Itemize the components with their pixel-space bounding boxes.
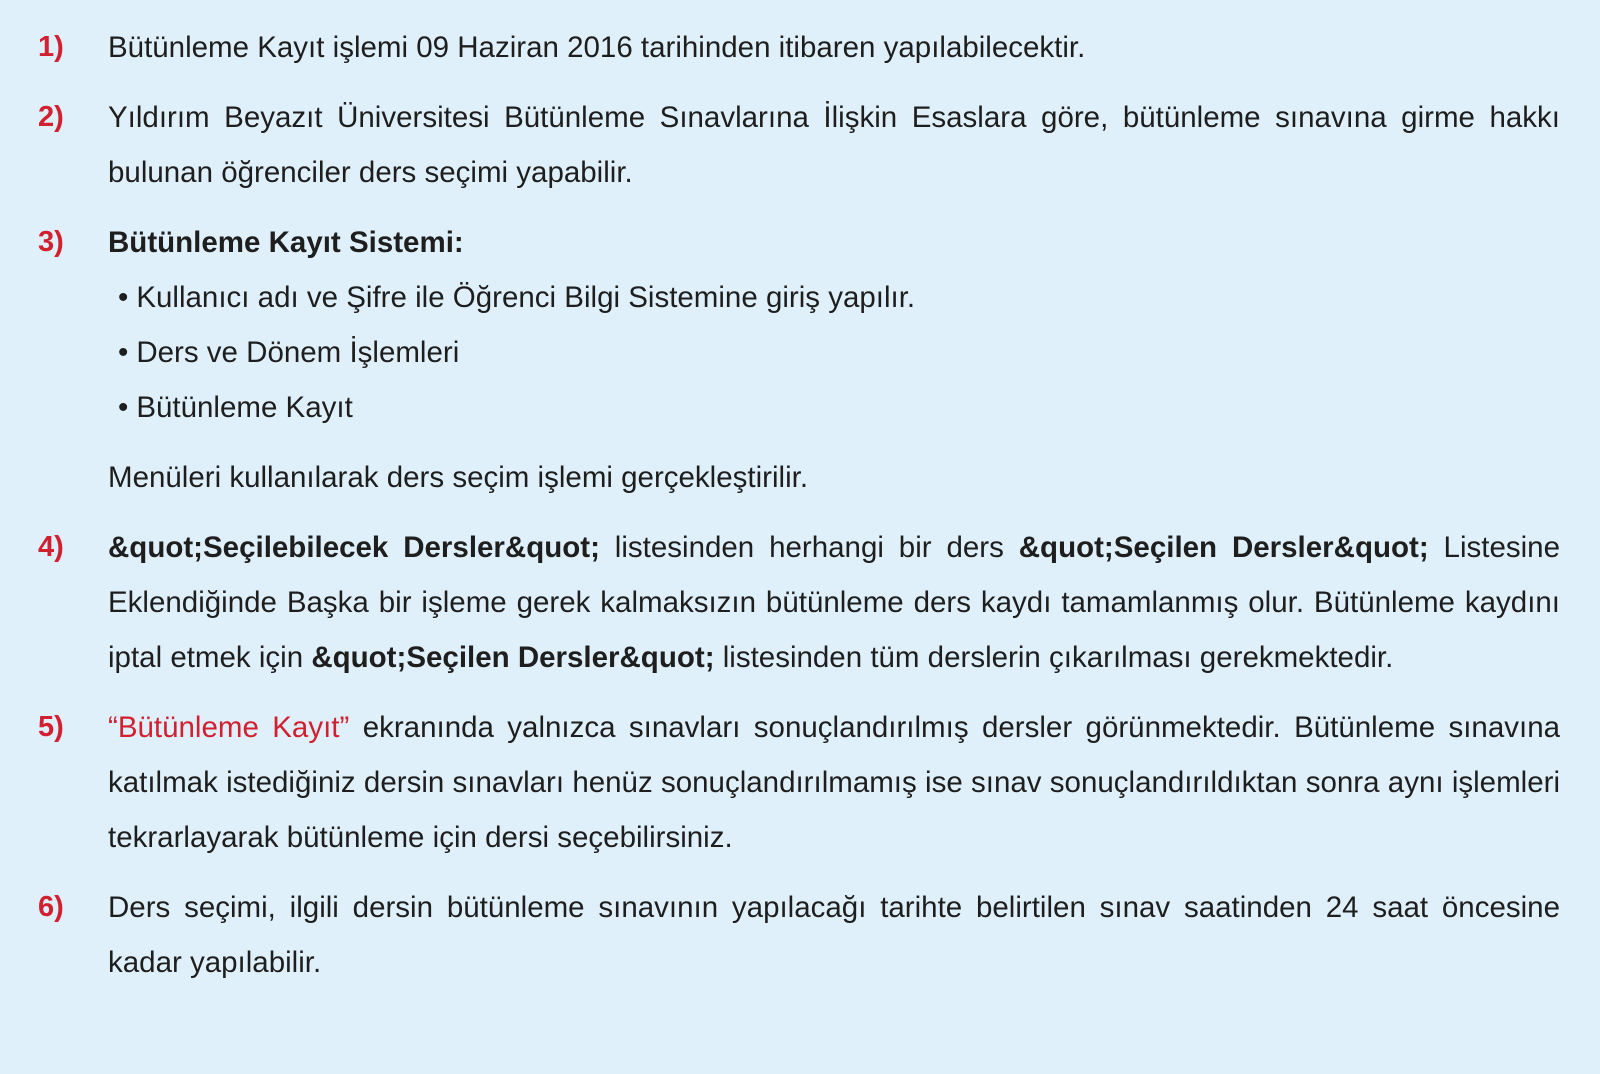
item-number: 1) bbox=[38, 31, 64, 63]
item-content bbox=[108, 520, 1560, 685]
item-text: Listesine Eklendiğinde Başka bir işleme gerek kalmaksızın bütünleme ders kaydı tamamlanmış olur. Bütünleme kaydını iptal etmek için bbox=[108, 531, 1560, 674]
bullet-list bbox=[108, 270, 1560, 435]
bullet-item: • Kullanıcı adı ve Şifre ile Öğrenci Bilgi Sistemine giriş yapılır. bbox=[118, 270, 1560, 325]
list-item-2 bbox=[38, 90, 1560, 200]
item-text: listesinden tüm derslerin çıkarılması gerekmektedir. bbox=[714, 641, 1394, 674]
list-item-5 bbox=[38, 700, 1560, 865]
item-text: ekranında yalnızca sınavları sonuçlandırılmış dersler görünmektedir. Bütünleme sınavına katılmak istediğiniz dersin sınavları henüz sonuçlandırılmamış ise sınav sonuçlandırıldıktan sonra aynı işlemleri tekrarlayarak bütünleme için dersi seçebilirsiniz. bbox=[108, 711, 1561, 854]
list-item-3 bbox=[38, 215, 1560, 505]
item-text: Yıldırım Beyazıt Üniversitesi Bütünleme Sınavlarına İlişkin Esaslara göre, bütünleme sınavına girme hakkı bulunan öğrenciler ders seçimi yapabilir. bbox=[108, 101, 1560, 189]
item-text: Menüleri kullanılarak ders seçim işlemi gerçekleştirilir. bbox=[108, 461, 809, 494]
item-text: listesinden herhangi bir ders bbox=[599, 531, 1019, 564]
bold-term: &quot;Seçilen Dersler&quot; bbox=[1018, 531, 1429, 564]
item-text: Ders seçimi, ilgili dersin bütünleme sınavının yapılacağı tarihte belirtilen sınav saatinden 24 saat öncesine kadar yapılabilir. bbox=[108, 891, 1560, 979]
bullet-item: • Ders ve Dönem İşlemleri bbox=[118, 325, 1560, 380]
list-item-4 bbox=[38, 520, 1560, 685]
bullet-item: • Bütünleme Kayıt bbox=[118, 380, 1560, 435]
section-title: Bütünleme Kayıt Sistemi: bbox=[108, 226, 464, 259]
item-text: Bütünleme Kayıt işlemi 09 Haziran 2016 tarihinden itibaren yapılabilecektir. bbox=[108, 31, 1086, 64]
bold-term: &quot;Seçilebilecek Dersler&quot; bbox=[108, 531, 600, 564]
list-item-1 bbox=[38, 20, 1560, 75]
item-number: 5) bbox=[38, 711, 64, 743]
item-number: 4) bbox=[38, 531, 64, 563]
bold-term: &quot;Seçilen Dersler&quot; bbox=[311, 641, 715, 674]
item-content bbox=[108, 215, 1560, 505]
item-number: 6) bbox=[38, 891, 64, 923]
item-number: 2) bbox=[38, 101, 64, 133]
item-number: 3) bbox=[38, 226, 64, 258]
item-content bbox=[108, 700, 1560, 865]
highlighted-quote: “Bütünleme Kayıt” bbox=[108, 711, 350, 744]
list-item-6 bbox=[38, 880, 1560, 990]
